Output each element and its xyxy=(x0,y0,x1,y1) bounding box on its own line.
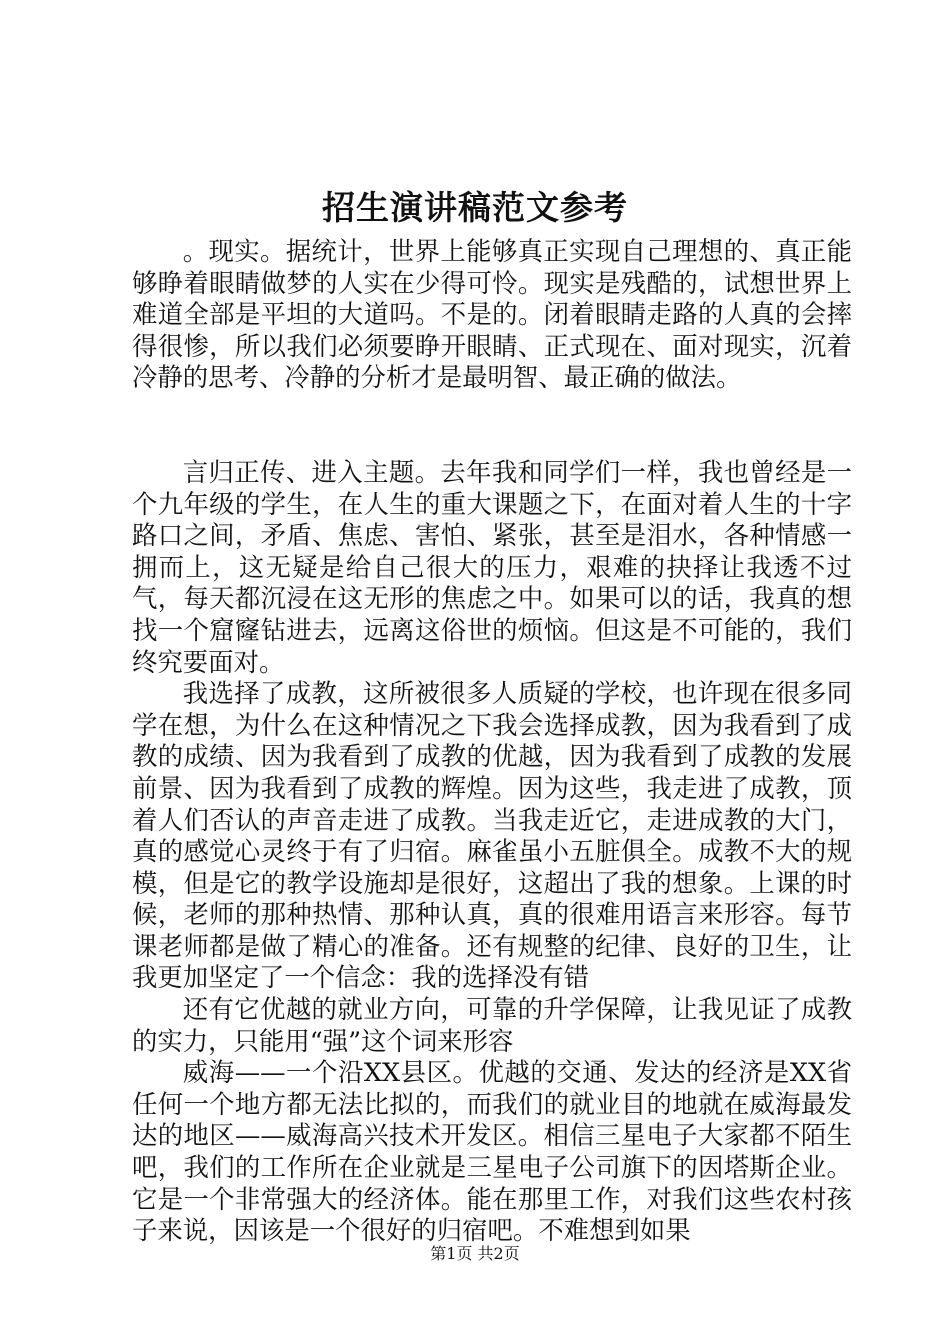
paragraph-2: 言归正传、进入主题。去年我和同学们一样，我也曾经是一个九年级的学生，在人生的重大课题之下，在面对着人生的十字路口之间，矛盾、焦虑、害怕、紧张，甚至是泪水，各种情感一拥而上，这无疑是给自己很大的压力，艰难的抉择让我透不过气，每天都沉浸在这无形的焦虑之中。如果可以的话，我真的想找一个窟窿钻进去，远离这俗世的烦恼。但这是不可能的，我们终究要面对。 xyxy=(132,456,852,677)
page-number-footer: 第1页 共2页 xyxy=(430,1244,520,1263)
paragraph-1: 。现实。据统计，世界上能够真正实现自己理想的、真正能够睁着眼睛做梦的人实在少得可怜。现实是残酷的，试想世界上难道全部是平坦的大道吗。不是的。闭着眼睛走路的人真的会摔得很惨，所以我们必须要睁开眼睛、正式现在、面对现实，沉着冷静的思考、冷静的分析才是最明智、最正确的做法。 xyxy=(132,236,852,393)
document-title: 招生演讲稿范文参考 xyxy=(322,188,628,227)
paragraph-5: 威海——一个沿XX县区。优越的交通、发达的经济是XX省任何一个地方都无法比拟的，而我们的就业目的地就在威海最发达的地区——威海高兴技术开发区。相信三星电子大家都不陌生吧，我们的工作所在企业就是三星电子公司旗下的因塔斯企业。它是一个非常强大的经济体。能在那里工作，对我们这些农村孩子来说，因该是一个很好的归宿吧。不难想到如果 xyxy=(132,1057,852,1246)
paragraph-4: 还有它优越的就业方向，可靠的升学保障，让我见证了成教的实力，只能用“强”这个词来形容 xyxy=(132,994,852,1056)
paragraph-3: 我选择了成教，这所被很多人质疑的学校，也许现在很多同学在想，为什么在这种情况之下我会选择成教，因为我看到了成教的成绩、因为我看到了成教的优越，因为我看到了成教的发展前景、因为我看到了成教的辉煌。因为这些，我走进了成教，顶着人们否认的声音走进了成教。当我走近它，走进成教的大门，真的感觉心灵终于有了归宿。麻雀虽小五脏俱全。成教不大的规模，但是它的教学设施却是很好，这超出了我的想象。上课的时候，老师的那种热情、那种认真，真的很难用语言来形容。每节课老师都是做了精心的准备。还有规整的纪律、良好的卫生，让我更加坚定了一个信念：我的选择没有错 xyxy=(132,678,852,993)
paragraph-gap xyxy=(132,394,852,457)
document-body xyxy=(132,236,852,1247)
